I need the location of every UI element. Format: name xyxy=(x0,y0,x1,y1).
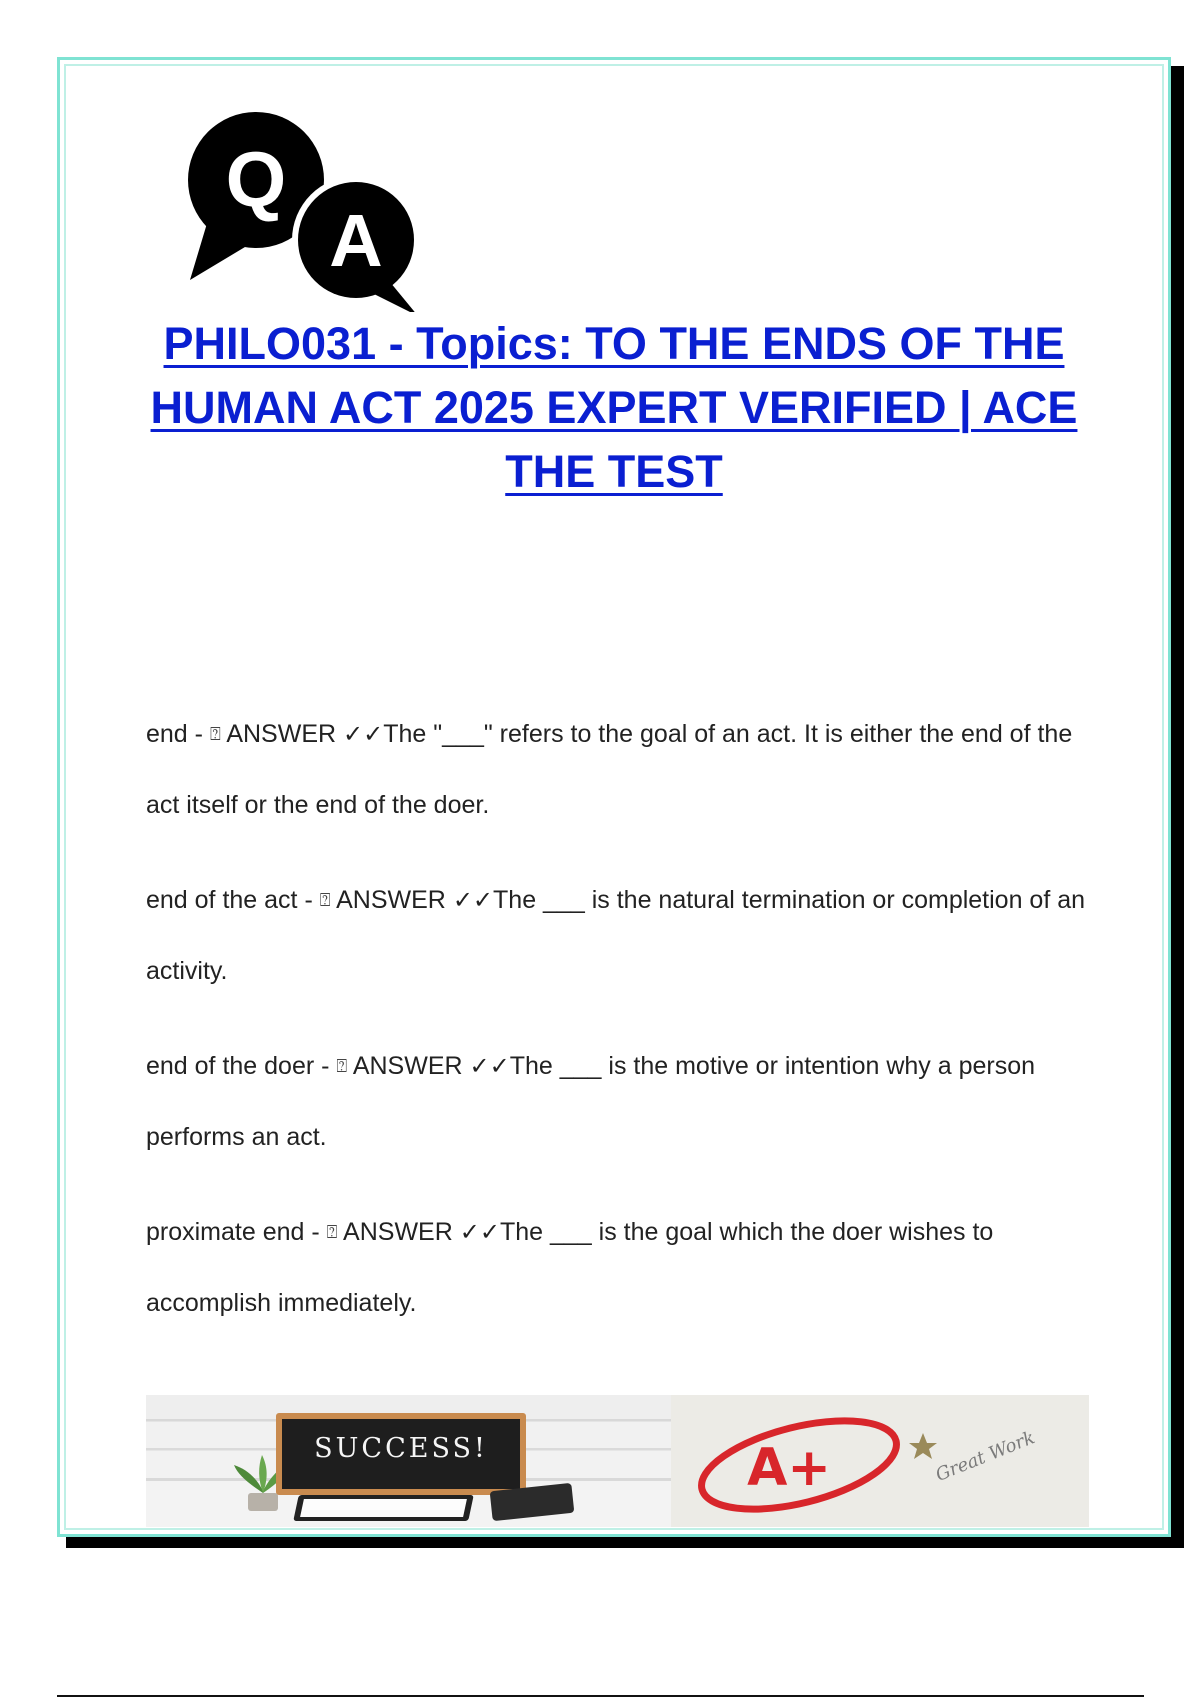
answer-label: ANSWER xyxy=(336,886,446,914)
double-check-icon: ✓✓ xyxy=(452,886,494,914)
page-frame xyxy=(57,57,1171,1537)
qa-term: end of the act xyxy=(146,886,298,914)
double-check-icon: ✓✓ xyxy=(469,1052,510,1080)
missing-glyph-icon: ⍰ xyxy=(326,1222,338,1243)
missing-glyph-icon: ⍰ xyxy=(336,1056,348,1077)
speech-bubbles-qa-icon xyxy=(178,102,438,312)
qa-definition: The "___" refers to the goal of an act. It is either the end of the act itself or the end of the doer. xyxy=(146,720,1073,819)
qa-definition: The ___ is the goal which the doer wishes to accomplish immediately. xyxy=(146,1218,994,1317)
qa-item: end of the act - ⍰ ANSWER ✓✓The ___ is the natural termination or completion of an activity. xyxy=(146,886,1086,985)
qa-definition: The ___ is the natural termination or completion of an activity. xyxy=(146,886,1086,985)
answer-label: ANSWER xyxy=(343,1218,453,1246)
qa-item: end - ⍰ ANSWER ✓✓The "___" refers to the goal of an act. It is either the end of the act itself or the end of the doer. xyxy=(146,720,1073,819)
logo-letter-q: Q xyxy=(225,135,287,223)
missing-glyph-icon: ⍰ xyxy=(319,890,331,911)
footer-divider xyxy=(57,1695,1144,1697)
chalkboard-text: SUCCESS! xyxy=(314,1433,488,1464)
grade-text: A+ xyxy=(747,1438,831,1498)
qa-term: end of the doer xyxy=(146,1052,315,1080)
chalkboard xyxy=(276,1413,526,1495)
qa-list xyxy=(146,674,1096,1354)
qa-definition: The ___ is the motive or intention why a person performs an act. xyxy=(146,1052,1036,1151)
a-plus-grade-icon xyxy=(671,1395,1089,1527)
qa-item: end of the doer - ⍰ ANSWER ✓✓The ___ is the motive or intention why a person performs an act. xyxy=(146,1052,1036,1151)
qa-term: proximate end xyxy=(146,1218,305,1246)
double-check-icon: ✓✓ xyxy=(459,1218,500,1246)
double-check-icon: ✓✓ xyxy=(343,720,384,748)
answer-label: ANSWER xyxy=(352,1052,463,1080)
logo-letter-a: A xyxy=(329,199,383,282)
missing-glyph-icon: ⍰ xyxy=(209,724,221,745)
great-work-note: Great Work xyxy=(932,1427,1038,1486)
chalkboard-photo xyxy=(146,1395,671,1527)
answer-label: ANSWER xyxy=(226,720,337,748)
success-banner-image xyxy=(146,1395,1089,1527)
document-title: PHILO031 - Topics: TO THE ENDS OF THE HUMAN ACT 2025 EXPERT VERIFIED | ACE THE TEST xyxy=(150,318,1078,497)
tablet-icon xyxy=(293,1495,474,1521)
grade-photo xyxy=(671,1395,1089,1527)
qa-item: proximate end - ⍰ ANSWER ✓✓The ___ is the goal which the doer wishes to accomplish immediately. xyxy=(146,1218,994,1317)
qa-term: end xyxy=(146,720,188,748)
